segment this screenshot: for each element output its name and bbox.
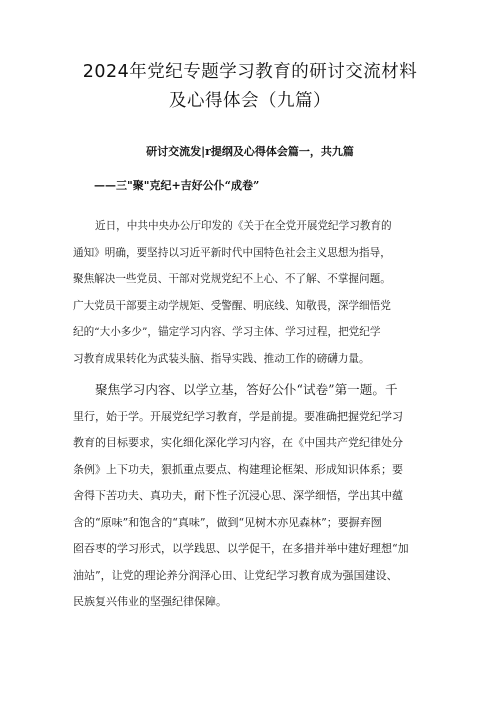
paragraph-1 — [73, 213, 433, 372]
section-subheading: ——三"聚"克纪+吉好公仆“成卷” — [94, 179, 260, 192]
paragraph-2-line: 舍得下苦功夫、真功夫，耐下性子沉浸心思、深学细悟，学出其中蕴 — [73, 489, 403, 502]
paragraph-1-line: 通知》明确，要坚持以习近平新时代中国特色社会主义思想为指导， — [73, 246, 391, 259]
paragraph-2-line: 聚焦学习内容、以学立基，答好公仆“试卷”第一题。千 — [95, 382, 398, 397]
paragraph-1-line: 习教育成果转化为武装头脑、指导实践、推动工作的磅礴力量。 — [73, 352, 370, 365]
document-title — [40, 58, 460, 116]
title-line-2: 及心得体会（九篇） — [169, 91, 331, 111]
section-heading: 研讨交流发|r提纲及心得体会篇一，共九篇 — [146, 145, 354, 158]
paragraph-2-line: 油站”，让党的理论养分润泽心田、让党纪学习教育成为强国建设、 — [73, 568, 398, 582]
paragraph-1-line: 纪的“大小多少”，锚定学习内容、学习主体、学习过程，把党纪学 — [73, 326, 381, 338]
paragraph-2-line: 囵吞枣的学习形式，以学践思、以学促干，在多措并举中建好理想“加 — [73, 542, 409, 555]
paragraph-2-line: 民族复兴伟业的坚强纪律保障。 — [73, 595, 227, 608]
title-line-1: 2024年党纪专题学习教育的研讨交流材料 — [82, 62, 418, 82]
paragraph-1-line: 广大党员干部要主动学规矩、受警醒、明底线、知敬畏，深学细悟党 — [73, 299, 391, 312]
paragraph-2-line: 条例》上下功夫，狠抓重点要点、构建理论框架、形成知识体系；要 — [73, 462, 403, 476]
paragraph-1-line: 近日，中共中央办公厅印发的《关于在全党开展党纪学习教育的 — [95, 220, 392, 232]
paragraph-2-line: 含的“原味”和饱含的“真味”，做到“见树木亦见森林”；要摒弃囫 — [73, 515, 382, 529]
paragraph-2-line: 里行，始于学。开展党纪学习教育，学是前提。要准确把握党纪学习 — [73, 409, 403, 423]
paragraph-2-line: 教育的目标要求，实化细化深化学习内容，在《中国共产党纪律处分 — [73, 436, 403, 449]
paragraph-2 — [73, 377, 433, 616]
paragraph-1-line: 聚焦解决一些党员、干部对党规党纪不上心、不了解、不掌握问题。 — [73, 273, 391, 285]
